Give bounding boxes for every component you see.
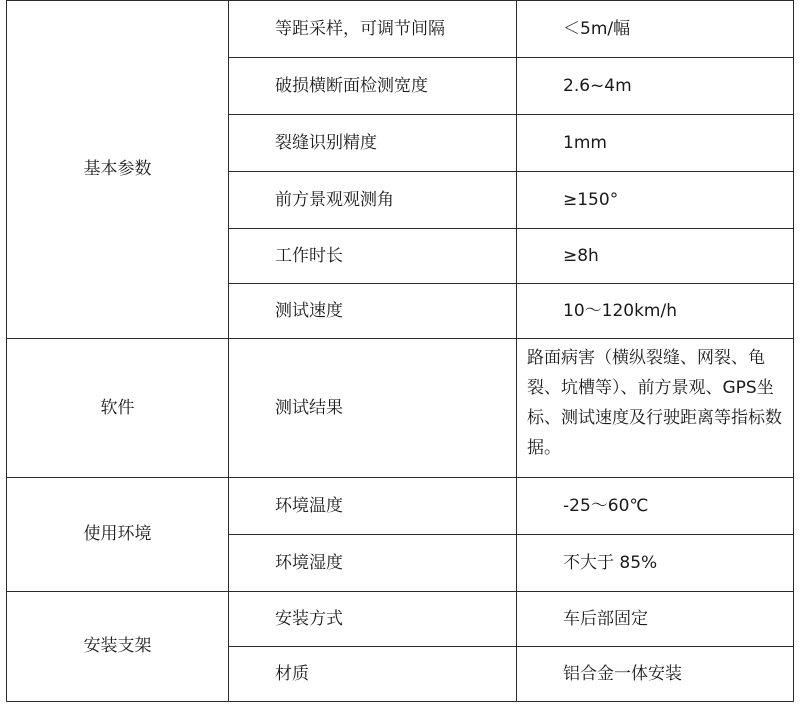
param-value: 不大于 85% bbox=[517, 535, 794, 592]
param-value: 车后部固定 bbox=[517, 592, 794, 647]
param-value: ＜5m/幅 bbox=[517, 1, 794, 58]
group-label-basic-params: 基本参数 bbox=[7, 1, 229, 339]
param-name: 测试速度 bbox=[229, 284, 517, 339]
param-name: 安装方式 bbox=[229, 592, 517, 647]
param-value: 路面病害（横纵裂缝、网裂、龟裂、坑槽等）、前方景观、GPS坐标、测试速度及行驶距离等指标数据。 bbox=[517, 339, 794, 478]
param-name: 裂缝识别精度 bbox=[229, 115, 517, 172]
param-name: 前方景观观测角 bbox=[229, 172, 517, 229]
param-value: 铝合金一体安装 bbox=[517, 647, 794, 702]
table-row bbox=[7, 592, 794, 647]
param-name: 工作时长 bbox=[229, 229, 517, 284]
param-value: -25～60℃ bbox=[517, 478, 794, 535]
group-label-software: 软件 bbox=[7, 339, 229, 478]
group-label-mount: 安装支架 bbox=[7, 592, 229, 702]
table-row bbox=[7, 339, 794, 478]
param-name: 环境湿度 bbox=[229, 535, 517, 592]
param-name: 破损横断面检测宽度 bbox=[229, 58, 517, 115]
param-value: 10～120km/h bbox=[517, 284, 794, 339]
param-name: 测试结果 bbox=[229, 339, 517, 478]
param-value: 2.6~4m bbox=[517, 58, 794, 115]
param-name: 材质 bbox=[229, 647, 517, 702]
param-name: 环境温度 bbox=[229, 478, 517, 535]
table-row bbox=[7, 1, 794, 58]
param-name: 等距采样，可调节间隔 bbox=[229, 1, 517, 58]
param-value: ≥8h bbox=[517, 229, 794, 284]
group-label-environment: 使用环境 bbox=[7, 478, 229, 592]
param-value: ≥150° bbox=[517, 172, 794, 229]
spec-table bbox=[6, 0, 794, 702]
table-row bbox=[7, 478, 794, 535]
param-value: 1mm bbox=[517, 115, 794, 172]
